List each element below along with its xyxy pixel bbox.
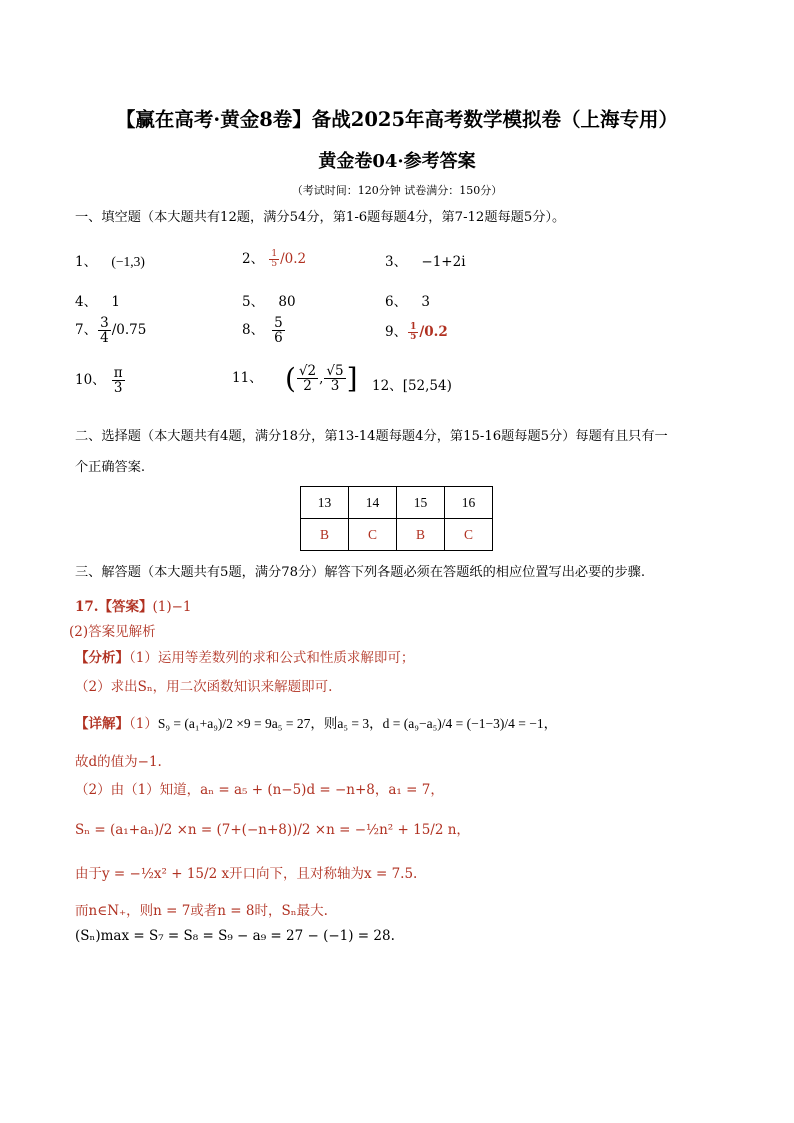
answer-1 [75, 250, 145, 270]
answer-number: 8、 [242, 322, 265, 339]
answer-4 [75, 290, 120, 310]
table-header-cell: 16 [445, 487, 493, 519]
q17-detail-line3: （2）由（1）知道，aₙ = a₅ + (n−5)d = −n+8，a₁ = 7， [75, 782, 444, 798]
q17-answer-line [75, 595, 192, 615]
answer-number: 9、 [385, 324, 408, 340]
q17-detail-line6: 而n∈N₊，则n = 7或者n = 8时，Sₙ最大. [75, 903, 328, 919]
answer-number: 2、 [242, 251, 265, 267]
answer-11: 11、 ( $\frac{√2}{2}$ , $\frac{√5}{3}$ ] [232, 362, 358, 395]
table-value-cell: C [349, 519, 397, 551]
detail-text: S₉ = (a₁+a₉)/2 ×9 = 9a₅ = 27，则a₅ = 3，d = (a₉−a₅)/4 = (−1−3)/4 = −1， [157, 716, 558, 731]
section2-heading-line1: 二、选择题（本大题共有4题，满分18分，第13-14题每题4分，第15-16题每题5分）每题有且只有一 [75, 429, 668, 444]
q17-label: 17.【答案】 [75, 599, 153, 615]
answer-5 [242, 290, 296, 310]
answer-9 [385, 320, 448, 342]
answer-fraction: $\frac{5}{6}$ [274, 315, 283, 347]
section2-heading-line2: 个正确答案. [75, 460, 146, 475]
analysis-text: （1）运用等差数列的求和公式和性质求解即可； [129, 650, 415, 666]
page-subtitle: 黄金卷04·参考答案 [318, 151, 476, 172]
answer-fraction-left: $\frac{√2}{2}$ [298, 362, 317, 394]
answer-fraction: $\frac{\pi}{3}$ [113, 365, 123, 397]
answer-number: 10、 [75, 372, 106, 389]
answer-value: 1 [111, 294, 120, 310]
answer-value: /0.75 [111, 322, 147, 339]
answer-fraction: $\frac{3}{4}$ [100, 315, 109, 347]
q17-analysis-line2: （2）求出Sₙ，用二次函数知识来解题即可. [75, 679, 333, 695]
table-value-cell: B [397, 519, 445, 551]
answer-fraction: $\frac{1}{5}$ [271, 248, 278, 269]
answer-number: 3、 [385, 254, 408, 270]
table-value-cell: B [301, 519, 349, 551]
analysis-label: 【分析】 [75, 650, 129, 666]
answer-6 [385, 290, 430, 310]
answer-value: /0.2 [280, 251, 307, 267]
answer-7 [75, 316, 146, 345]
answer-number: 12、 [372, 378, 403, 394]
page-title: 【赢在高考·黄金8卷】备战2025年高考数学模拟卷（上海专用） [115, 108, 679, 131]
table-value-cell: C [445, 519, 493, 551]
q17-detail-line5: 由于y = −½x² + 15/2 x开口向下，且对称轴为x = 7.5. [75, 866, 418, 882]
answer-3 [385, 250, 466, 270]
q17-part1-answer: (1)−1 [152, 599, 192, 615]
answer-fraction: $\frac{1}{5}$ [410, 321, 417, 342]
q17-detail-line1 [75, 712, 557, 732]
answer-8 [242, 316, 286, 345]
answer-number: 6、 [385, 294, 408, 310]
table-header-cell: 13 [301, 487, 349, 519]
answer-number: 1、 [75, 254, 98, 270]
section1-heading: 一、填空题（本大题共有12题，满分54分，第1-6题每题4分，第7-12题每题5分）。 [75, 210, 566, 225]
answer-number: 5、 [242, 294, 265, 310]
answer-number: 11、 [232, 370, 263, 386]
answer-value: [52,54) [402, 378, 452, 394]
answer-value: −1+2i [421, 254, 466, 270]
detail-prefix: （1） [129, 716, 158, 732]
answer-value: (−1,3) [111, 254, 145, 269]
answer-value: /0.2 [419, 324, 448, 340]
answer-12 [372, 374, 452, 394]
answer-2 [242, 247, 306, 269]
q17-analysis-line1 [75, 646, 414, 666]
answer-fraction-right: $\frac{√5}{3}$ [326, 362, 344, 394]
answer-number: 4、 [75, 294, 98, 310]
table-header-cell: 15 [397, 487, 445, 519]
choice-answer-table [300, 486, 493, 551]
answer-value: 80 [278, 294, 296, 310]
answer-number: 7、 [75, 322, 98, 339]
section3-heading: 三、解答题（本大题共有5题，满分78分）解答下列各题必须在答题纸的相应位置写出必要的步骤. [75, 565, 646, 580]
q17-detail-line4: Sₙ = (a₁+aₙ)/2 ×n = (7+(−n+8))/2 ×n = −½n² + 15/2 n， [75, 822, 470, 838]
q17-part2-answer: (2)答案见解析 [69, 624, 156, 640]
table-header-cell: 14 [349, 487, 397, 519]
answer-10 [75, 366, 126, 395]
exam-note: （考试时间：120分钟 试卷满分：150分） [291, 184, 503, 197]
answer-value: 3 [421, 294, 430, 310]
q17-detail-line7: (Sₙ)max = S₇ = S₈ = S₉ − a₉ = 27 − (−1) = 28. [75, 928, 395, 944]
q17-detail-line2: 故d的值为−1. [75, 754, 162, 770]
detail-label: 【详解】 [75, 716, 129, 732]
